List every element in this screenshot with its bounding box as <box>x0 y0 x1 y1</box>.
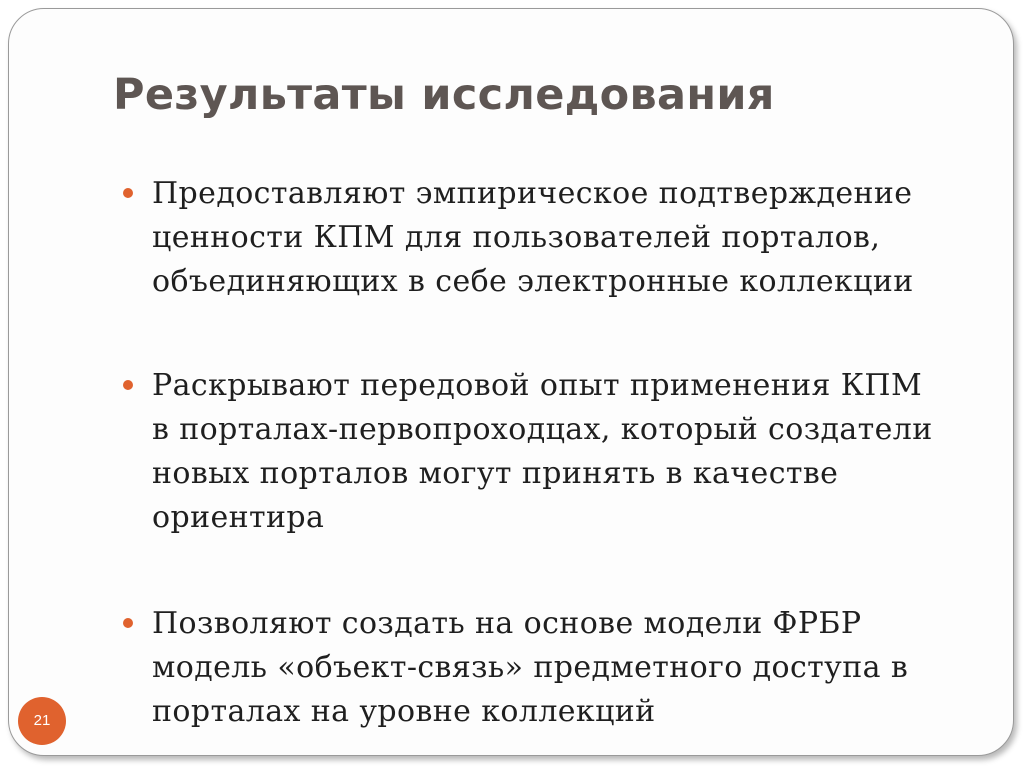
bullet-text-line: порталах на уровне коллекций <box>152 694 656 729</box>
bullet-text-line: Предоставляют эмпирическое подтверждение <box>152 176 913 211</box>
bullet-item <box>152 172 1002 304</box>
bullet-dot-icon <box>123 618 133 628</box>
bullet-text-line: ценности КПМ для пользователей порталов, <box>152 220 881 255</box>
bullet-dot-icon <box>123 380 133 390</box>
bullet-text-line: Позволяют создать на основе модели ФРБР <box>152 606 862 641</box>
bullet-text-line: ориентира <box>152 500 325 535</box>
bullet-text-line: Раскрывают передовой опыт применения КПМ <box>152 368 923 403</box>
slide-number-badge: 21 <box>18 697 66 745</box>
bullet-text-line: объединяющих в себе электронные коллекции <box>152 264 914 299</box>
bullet-item <box>152 364 1002 540</box>
bullet-dot-icon <box>123 188 133 198</box>
bullet-text-line: новых порталов могут принять в качестве <box>152 456 839 491</box>
bullet-item <box>152 602 1002 734</box>
bullet-text-line: в порталах-первопроходцах, который создатели <box>152 412 933 447</box>
slide-title: Результаты исследования <box>113 70 775 120</box>
bullet-text-line: модель «объект-связь» предметного доступа в <box>152 650 909 685</box>
